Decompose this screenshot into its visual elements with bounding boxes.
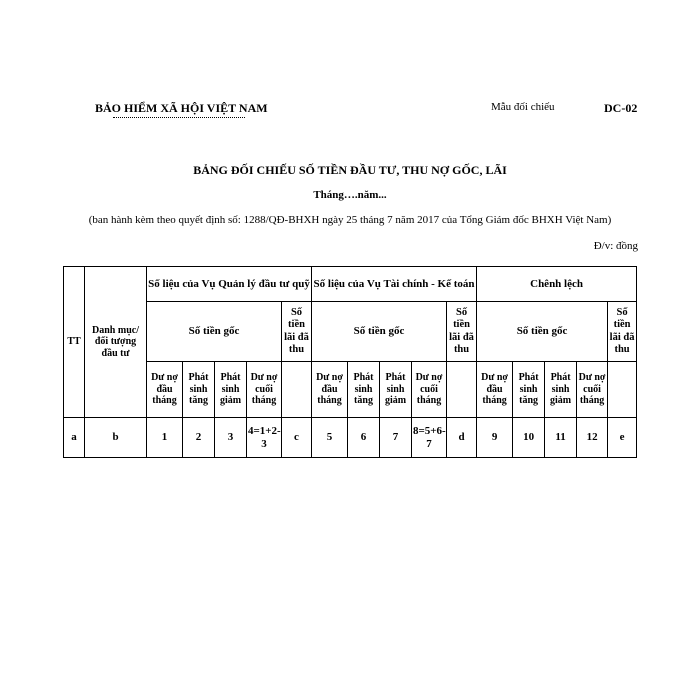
principal-header-2: Số tiền gốc <box>312 302 447 362</box>
sub-increase-3: Phát sinh tăng <box>513 362 545 418</box>
interest-blank-3 <box>608 362 637 418</box>
sub-opening-balance-3: Dư nợ đầu tháng <box>477 362 513 418</box>
index-cell: 10 <box>513 418 545 458</box>
group-finance-accounting: Số liệu của Vụ Tài chính - Kế toán <box>312 267 477 302</box>
form-label: Mẫu đối chiếu <box>491 101 555 113</box>
index-cell: 8=5+6-7 <box>412 418 447 458</box>
sub-opening-balance-2: Dư nợ đầu tháng <box>312 362 348 418</box>
form-code: DC-02 <box>604 101 638 115</box>
index-cell: b <box>85 418 147 458</box>
index-row <box>64 418 637 458</box>
interest-header-2: Số tiền lãi đã thu <box>447 302 477 362</box>
index-cell: 11 <box>545 418 577 458</box>
document-period: Tháng….năm... <box>313 189 387 201</box>
sub-closing-balance-1: Dư nợ cuối tháng <box>247 362 282 418</box>
currency-unit: Đ/v: đồng <box>593 240 638 252</box>
index-cell: 4=1+2-3 <box>247 418 282 458</box>
index-cell: 7 <box>380 418 412 458</box>
sub-increase-1: Phát sinh tăng <box>183 362 215 418</box>
sub-increase-2: Phát sinh tăng <box>348 362 380 418</box>
sub-opening-balance-1: Dư nợ đầu tháng <box>147 362 183 418</box>
group-investment-management: Số liệu của Vụ Quản lý đầu tư quỹ <box>147 267 312 302</box>
index-cell: c <box>282 418 312 458</box>
interest-header-3: Số tiền lãi đã thu <box>608 302 637 362</box>
index-cell: 12 <box>577 418 608 458</box>
sub-closing-balance-2: Dư nợ cuối tháng <box>412 362 447 418</box>
index-cell: 3 <box>215 418 247 458</box>
group-difference: Chênh lệch <box>477 267 637 302</box>
interest-blank-1 <box>282 362 312 418</box>
interest-blank-2 <box>447 362 477 418</box>
sub-decrease-3: Phát sinh giảm <box>545 362 577 418</box>
sub-decrease-2: Phát sinh giảm <box>380 362 412 418</box>
sub-closing-balance-3: Dư nợ cuối tháng <box>577 362 608 418</box>
index-cell: 1 <box>147 418 183 458</box>
principal-header-3: Số tiền gốc <box>477 302 608 362</box>
index-cell: 6 <box>348 418 380 458</box>
index-cell: 5 <box>312 418 348 458</box>
header-category: Danh mục/ đối tượng đầu tư <box>85 267 147 418</box>
index-cell: 9 <box>477 418 513 458</box>
organization-name: BẢO HIỂM XÃ HỘI VIỆT NAM <box>95 101 268 115</box>
reconciliation-table <box>63 266 637 458</box>
document-note: (ban hành kèm theo quyết định số: 1288/QĐ-BHXH ngày 25 tháng 7 năm 2017 của Tổng Giám đốc BHXH Việt Nam) <box>88 214 612 226</box>
document-title: BẢNG ĐỐI CHIẾU SỐ TIỀN ĐẦU TƯ, THU NỢ GỐC, LÃI <box>193 163 507 177</box>
index-cell: d <box>447 418 477 458</box>
principal-header-1: Số tiền gốc <box>147 302 282 362</box>
interest-header-1: Số tiền lãi đã thu <box>282 302 312 362</box>
index-cell: e <box>608 418 637 458</box>
organization-underline <box>113 117 245 118</box>
index-cell: a <box>64 418 85 458</box>
index-cell: 2 <box>183 418 215 458</box>
header-tt: TT <box>64 267 85 418</box>
sub-decrease-1: Phát sinh giảm <box>215 362 247 418</box>
